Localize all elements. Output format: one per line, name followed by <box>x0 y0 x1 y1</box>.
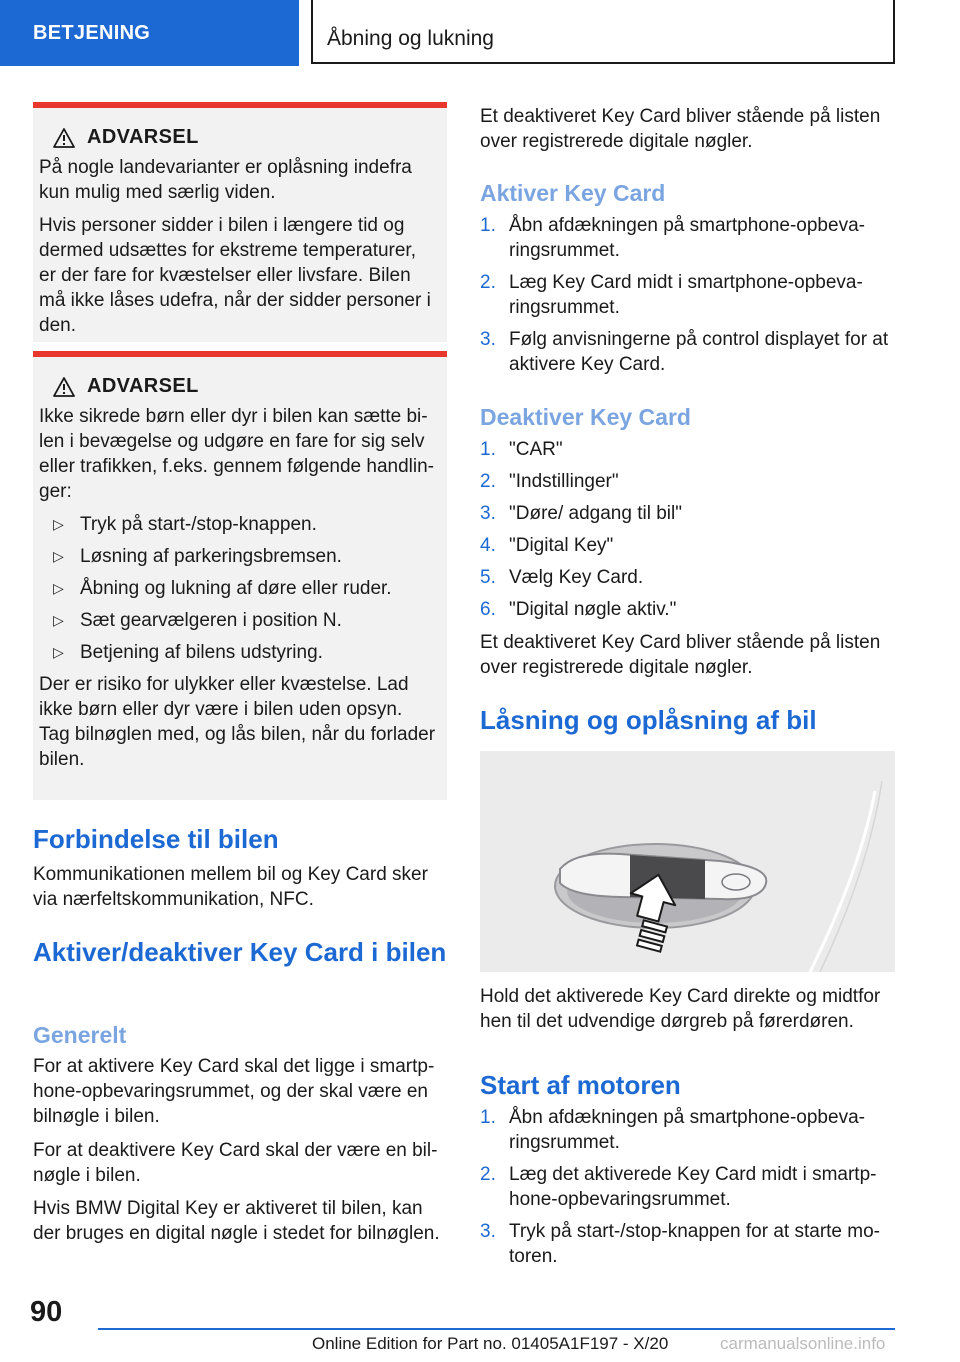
step-number: 2. <box>480 471 496 492</box>
step-text: "CAR" <box>509 439 563 460</box>
watermark: carmanualsonline.info <box>720 1334 886 1353</box>
step-text: "Digital Key" <box>509 535 614 556</box>
step-text: "Indstillinger" <box>509 471 619 492</box>
door-handle-image <box>480 751 895 972</box>
list-item <box>39 640 437 665</box>
list-item <box>480 597 895 622</box>
subheading-general: Generelt <box>33 1022 127 1048</box>
connection-text: Kommunikationen mellem bil og Key Card sker via nærfeltskommunikation, NFC. <box>33 864 428 910</box>
warning-triangle-icon <box>53 128 75 148</box>
list-item <box>480 270 895 320</box>
section-tab: BETJENING <box>0 0 299 66</box>
step-text: Vælg Key Card. <box>509 567 644 588</box>
bullet-triangle-icon: ▷ <box>53 548 64 564</box>
step-number: 1. <box>480 215 496 236</box>
step-number: 1. <box>480 439 496 460</box>
deactivated-note-2: Et deaktiveret Key Card bliver stående på listen over registrerede digitale nøgler. <box>480 632 881 678</box>
locking-caption: Hold det aktiverede Key Card direkte og midtfor hen til det udvendige dørgreb på førerdøren. <box>480 986 881 1032</box>
warning-paragraph: På nogle landevarianter er oplåsning indefra kun mulig med særlig viden. <box>39 157 412 203</box>
heading-connection: Forbindelse til bilen <box>33 824 279 854</box>
deactivated-note: Et deaktiveret Key Card bliver stående på listen over registrerede digitale nøgler. <box>480 106 881 152</box>
warning-paragraph: Hvis personer sidder i bilen i længere tid og dermed udsættes for ekstreme temperaturer, er der fare for kvæstelser eller livsfare. Bilen må ikke låses udefra, når der sidder personer i den. <box>39 215 431 336</box>
warning-bullet-list <box>39 512 437 665</box>
step-text: Tryk på start-/stop-knappen for at starte motoren. <box>509 1221 880 1267</box>
warning-triangle-icon <box>53 377 75 397</box>
subheading-activate: Aktiver Key Card <box>480 180 666 206</box>
list-item <box>480 327 895 377</box>
step-number: 4. <box>480 535 496 556</box>
step-number: 1. <box>480 1107 496 1128</box>
activate-steps <box>480 213 895 384</box>
step-text: Følg anvisningerne på control displayet for at aktivere Key Card. <box>509 329 889 375</box>
step-text: "Digital nøgle aktiv." <box>509 599 677 620</box>
step-number: 6. <box>480 599 496 620</box>
list-item-text: Sæt gearvælgeren i position N. <box>80 610 342 631</box>
bullet-triangle-icon: ▷ <box>53 516 64 532</box>
door-handle-illustration <box>480 751 895 972</box>
warning-box-2 <box>33 351 447 800</box>
heading-locking: Låsning og oplåsning af bil <box>480 705 817 735</box>
footer-edition: Online Edition for Part no. 01405A1F197 - X/20 <box>312 1334 669 1353</box>
step-number: 3. <box>480 329 496 350</box>
list-item <box>480 1162 895 1212</box>
list-item <box>480 1219 895 1269</box>
start-steps <box>480 1105 895 1276</box>
list-item-text: Løsning af parkeringsbremsen. <box>80 546 342 567</box>
list-item <box>39 544 437 569</box>
step-text: Åbn afdækningen på smartphone-opbevaringsrummet. <box>509 215 865 261</box>
list-item-text: Betjening af bilens udstyring. <box>80 642 323 663</box>
heading-start-engine: Start af motoren <box>480 1070 681 1100</box>
list-item <box>480 501 895 526</box>
page-number: 90 <box>30 1296 63 1328</box>
list-item <box>39 608 437 633</box>
step-number: 2. <box>480 1164 496 1185</box>
subheading-deactivate: Deaktiver Key Card <box>480 404 691 430</box>
warning-outro: Der er risiko for ulykker eller kvæstelse. Lad ikke børn eller dyr være i bilen uden opsyn. Tag bilnøglen med, og lås bilen, når du forlader bilen. <box>39 674 436 770</box>
deactivate-steps <box>480 437 895 629</box>
step-number: 3. <box>480 1221 496 1242</box>
list-item <box>39 576 437 601</box>
warning-intro: Ikke sikrede børn eller dyr i bilen kan sætte bilen i bevægelse og udgøre en fare for sig selv eller trafikken, f.eks. gennem følgende handlinger: <box>39 406 434 502</box>
general-paragraph: For at deaktivere Key Card skal der være en bilnøgle i bilen. <box>33 1140 438 1186</box>
step-text: Læg det aktiverede Key Card midt i smartphone-opbevaringsrummet. <box>509 1164 877 1210</box>
step-text: Åbn afdækningen på smartphone-opbevaringsrummet. <box>509 1107 865 1153</box>
general-paragraph: For at aktivere Key Card skal det ligge i smartphone-opbevaringsrummet, og der skal være en bilnøgle i bilen. <box>33 1056 435 1127</box>
step-number: 3. <box>480 503 496 524</box>
list-item-text: Tryk på start-/stop-knappen. <box>80 514 317 535</box>
list-item <box>480 1105 895 1155</box>
footer-divider <box>98 1328 895 1330</box>
list-item <box>480 469 895 494</box>
list-item <box>480 533 895 558</box>
bullet-triangle-icon: ▷ <box>53 580 64 596</box>
step-text: "Døre/ adgang til bil" <box>509 503 682 524</box>
page-header-title: Åbning og lukning <box>311 0 895 64</box>
bullet-triangle-icon: ▷ <box>53 612 64 628</box>
list-item <box>480 213 895 263</box>
list-item <box>480 565 895 590</box>
warning-title: ADVARSEL <box>87 375 199 397</box>
list-item <box>39 512 437 537</box>
list-item-text: Åbning og lukning af døre eller ruder. <box>80 578 392 599</box>
bullet-triangle-icon: ▷ <box>53 644 64 660</box>
list-item <box>480 437 895 462</box>
step-text: Læg Key Card midt i smartphone-opbevaringsrummet. <box>509 272 863 318</box>
heading-activate-deactivate: Aktiver/deaktiver Key Card i bilen <box>33 937 447 967</box>
step-number: 2. <box>480 272 496 293</box>
step-number: 5. <box>480 567 496 588</box>
general-paragraph: Hvis BMW Digital Key er aktiveret til bilen, kan der bruges en digital nøgle i stedet for bilnøglen. <box>33 1198 440 1244</box>
warning-box-1 <box>33 102 447 342</box>
warning-title: ADVARSEL <box>87 126 199 148</box>
